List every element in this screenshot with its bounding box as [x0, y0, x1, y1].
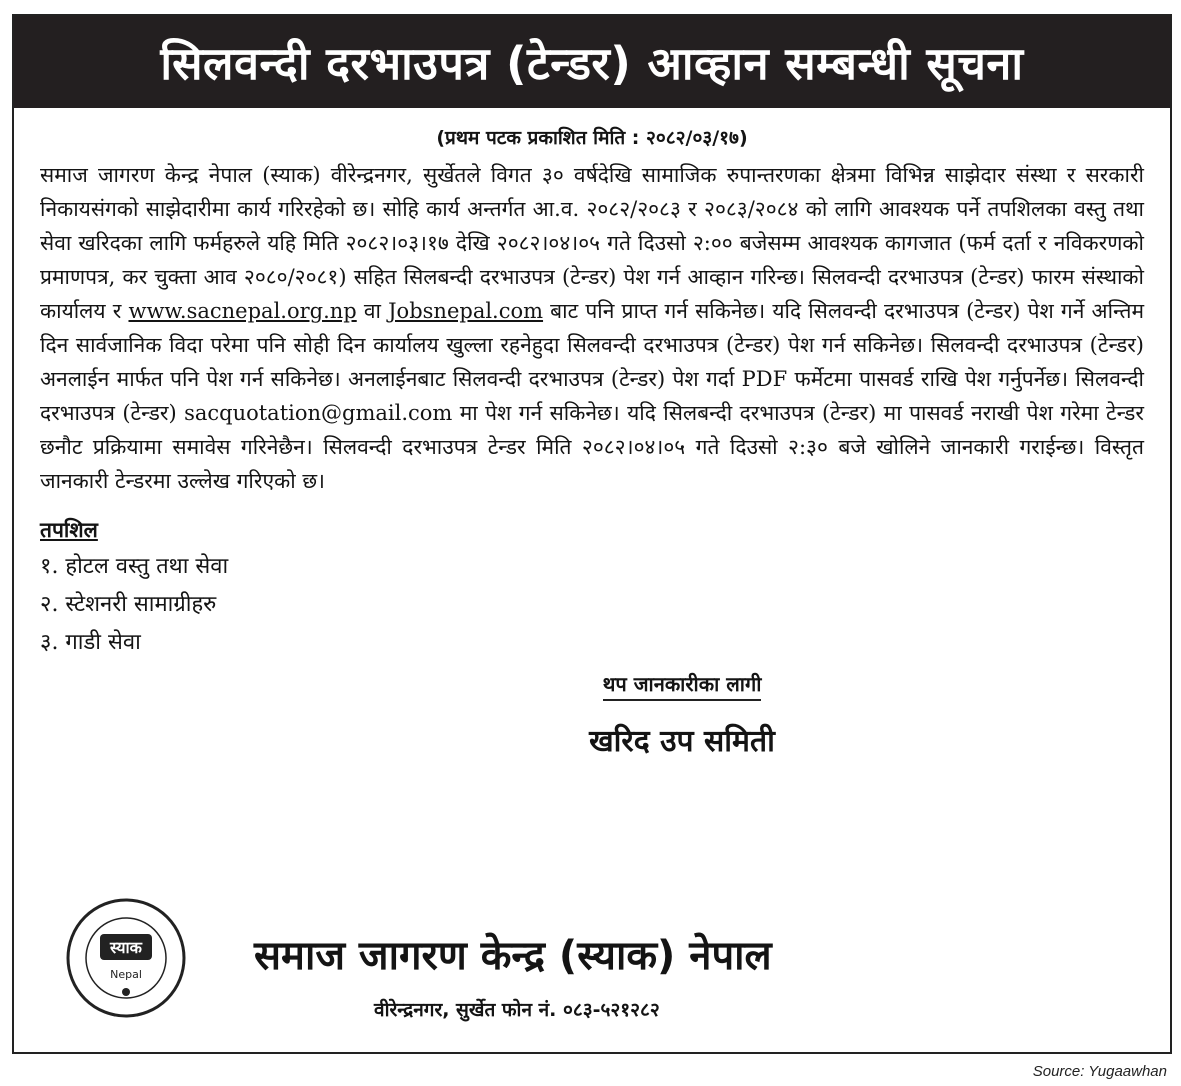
notice-title: सिलवन्दी दरभाउपत्र (टेन्डर) आव्हान सम्बन्धी सूचना	[160, 36, 1024, 90]
organization-address: वीरेन्द्रनगर, सुर्खेत फोन नं. ०८३-५२१२८२	[374, 999, 660, 1021]
svg-text:स्याक: स्याक	[110, 938, 142, 957]
notice-body	[40, 158, 1144, 498]
more-info-label: थप जानकारीका लागी	[194, 670, 1170, 697]
publication-date: (प्रथम पटक प्रकाशित मिति : २०८२/०३/१७)	[436, 127, 748, 149]
connector-or: वा	[356, 299, 389, 323]
list-item: १. होटल वस्तु तथा सेवा	[40, 554, 229, 579]
committee-name: खरिद उप समिती	[589, 724, 775, 759]
body-part-2: बाट पनि प्राप्त गर्न सकिनेछ। यदि सिलवन्दी दरभाउपत्र (टेन्डर) पेश गर्ने अन्तिम दिन सार्वजानिक विदा परेमा पनि सोही दिन कार्यालय खुल्ला रहनेहुदा सिलवन्दी दरभाउपत्र (टेन्डर) पेश गर्न सकिनेछ। सिलवन्दी दरभाउपत्र (टेन्डर) अनलाईन मार्फत पनि पेश गर्न सकिनेछ। अनलाईनबाट सिलवन्दी दरभाउपत्र (टेन्डर) पेश गर्दा PDF फर्मेटमा पासवर्ड राखि पेश गर्नुपर्नेछ। सिलवन्दी दरभाउपत्र (टेन्डर) sacquotation@gmail.com मा पेश गर्न सकिनेछ। यदि सिलबन्दी दरभाउपत्र (टेन्डर) मा पासवर्ड नराखी पेश गरेमा टेन्डर छनौट प्रक्रियामा समावेस गरिनेछैन। सिलवन्दी दरभाउपत्र टेन्डर मिति २०८२।०४।०५ गते दिउसो २:३० बजे खोलिने जानकारी गराईन्छ। विस्तृत जानकारी टेन्डरमा उल्लेख गरिएको छ।	[40, 299, 1145, 493]
organization-seal-icon	[64, 896, 188, 1020]
tender-notice	[12, 14, 1172, 1054]
organization-name: समाज जागरण केन्द्र (स्याक) नेपाल	[254, 933, 772, 979]
svg-text:Nepal: Nepal	[110, 968, 142, 981]
jobsnepal-link[interactable]: Jobsnepal.com	[388, 299, 544, 323]
source-credit: Source: Yugaawhan	[1032, 1063, 1167, 1080]
schedule-heading: तपशिल	[40, 518, 98, 542]
list-item: २. स्टेशनरी सामाग्रीहरु	[40, 592, 217, 617]
schedule-list	[14, 548, 1170, 662]
notice-title-bar	[14, 16, 1170, 108]
list-item: ३. गाडी सेवा	[40, 630, 141, 655]
website-link[interactable]: www.sacnepal.org.np	[128, 299, 357, 323]
body-part-1: समाज जागरण केन्द्र नेपाल (स्याक) वीरेन्द्रनगर, सुर्खेतले विगत ३० वर्षदेखि सामाजिक रुपान्तरणका क्षेत्रमा विभिन्न साझेदार संस्था र सरकारी निकायसंगको साझेदारीमा कार्य गरिरहेको छ। सोहि कार्य अन्तर्गत आ.व. २०८२/२०८३ र २०८३/२०८४ को लागि आवश्यक पर्ने तपशिलका वस्तु तथा सेवा खरिदका लागि फर्महरुले यहि मिति २०८२।०३।१७ देखि २०८२।०४।०५ गते दिउसो २:०० बजेसम्म आवश्यक कागजात (फर्म दर्ता र नविकरणको प्रमाणपत्र, कर चुक्ता आव २०८०/२०८१) सहित सिलबन्दी दरभाउपत्र (टेन्डर) पेश गर्न आव्हान गरिन्छ। सिलवन्दी दरभाउपत्र (टेन्डर) फारम संस्थाको कार्यालय र	[40, 163, 1144, 323]
